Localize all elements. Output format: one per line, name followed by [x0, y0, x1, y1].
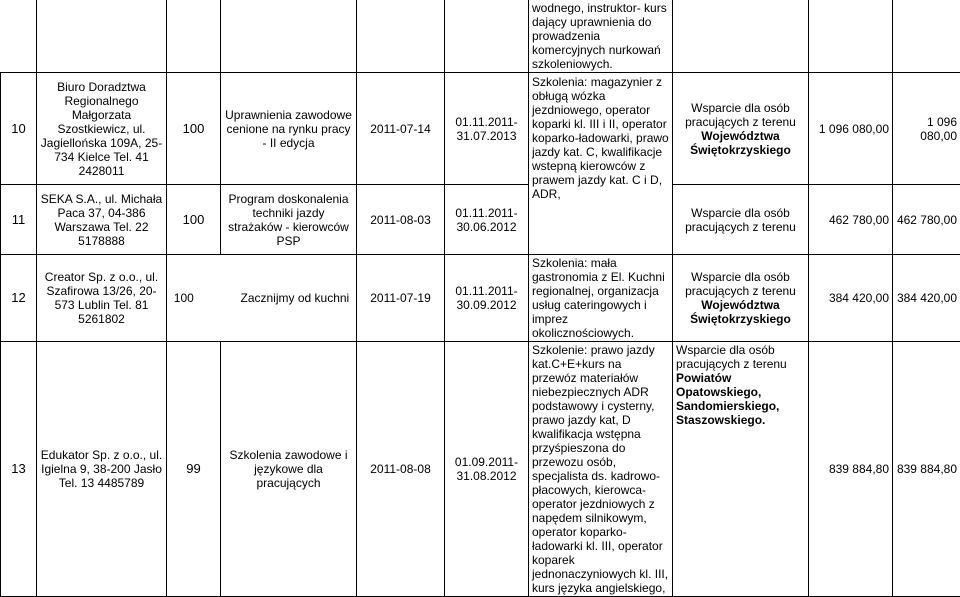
table-row	[1, 185, 960, 255]
table-row	[1, 255, 960, 342]
amount-cell: 839 884,80	[809, 342, 893, 597]
amount-cell: 1 096 080,00	[893, 73, 960, 185]
date-cell: 2011-08-03	[357, 185, 445, 255]
period-cell: 01.11.2011-30.09.2012	[445, 255, 529, 342]
period-cell: 01.11.2011-30.06.2012	[445, 185, 529, 255]
participants-cell: 100	[167, 185, 221, 255]
amount-cell: 462 780,00	[809, 185, 893, 255]
applicant-cell: Creator Sp. z o.o., ul. Szafirowa 13/26, 20-573 Lublin Tel. 81 5261802	[37, 255, 167, 342]
row-number: 11	[1, 185, 37, 255]
row-number: 12	[1, 255, 37, 342]
scope-cell: wodnego, instruktor- kurs dający uprawnienia do prowadzenia komercyjnych nurkowań szkoleniowych.	[529, 0, 673, 73]
amount-cell: 462 780,00	[893, 185, 960, 255]
date-cell: 2011-08-08	[357, 342, 445, 597]
table-row	[1, 342, 960, 597]
participants-cell: 100	[167, 73, 221, 185]
support-cell	[673, 342, 809, 597]
row-number: 10	[1, 73, 37, 185]
project-title-cell: Szkolenia zawodowe i językowe dla pracujących	[221, 342, 357, 597]
support-region: Powiatów Opatowskiego, Sandomierskiego, Staszowskiego.	[676, 371, 779, 427]
participants-title-cell	[167, 255, 357, 342]
table-row	[1, 73, 960, 185]
support-text: Wsparcie dla osób pracujących z terenu	[676, 343, 787, 371]
support-region: Województwa Świętokrzyskiego	[690, 129, 791, 157]
row-number: 13	[1, 342, 37, 597]
period-cell: 01.09.2011-31.08.2012	[445, 342, 529, 597]
applicant-cell: Biuro Doradztwa Regionalnego Małgorzata Szostkiewicz, ul. Jagiellońska 109A, 25-734 Kielce Tel. 41 2428011	[37, 73, 167, 185]
support-cell	[673, 255, 809, 342]
support-text: Wsparcie dla osób pracujących z terenu	[685, 270, 796, 298]
date-cell: 2011-07-14	[357, 73, 445, 185]
scope-cell: Szkolenia: magazynier z obługą wózka jezdniowego, operator koparki kl. III i II, operator koparko-ładowarki, prawo jazdy kat. C, kwalifikacje wstepną kierowców z prawem jazdy kat. C i D, ADR,	[529, 73, 673, 255]
date-cell: 2011-07-19	[357, 255, 445, 342]
support-text: Wsparcie dla osób pracujących z terenu	[685, 101, 796, 129]
support-cell	[673, 73, 809, 185]
amount-cell: 384 420,00	[809, 255, 893, 342]
project-title-cell: Program doskonalenia techniki jazdy strażaków - kierowców PSP	[221, 185, 357, 255]
applicant-cell: SEKA S.A., ul. Michała Paca 37, 04-386 Warszawa Tel. 22 5178888	[37, 185, 167, 255]
support-cell: Wsparcie dla osób pracujących z terenu	[673, 185, 809, 255]
period-cell: 01.11.2011-31.07.2013	[445, 73, 529, 185]
table-row-fragment	[1, 0, 960, 73]
project-title-cell: Zacznijmy od kuchni	[241, 291, 350, 305]
amount-cell: 839 884,80	[893, 342, 960, 597]
applicant-cell: Edukator Sp. z o.o., ul. Igielna 9, 38-200 Jasło Tel. 13 4485789	[37, 342, 167, 597]
support-region: Województwa Świętokrzyskiego	[690, 298, 791, 326]
amount-cell: 384 420,00	[893, 255, 960, 342]
amount-cell: 1 096 080,00	[809, 73, 893, 185]
participants-cell: 99	[167, 342, 221, 597]
scope-cell: Szkolenie: prawo jazdy kat.C+E+kurs na przewóz materiałów niebezpiecznych ADR podstawowy i cysterny, prawo jazdy kat, D kwalifikacja wstępna przyśpieszona do przewozu osób, specjalista ds. kadrowo-płacowych, kierowca-operator jezdniowych z napędem silnikowym, operator koparko-ładowarki kl. III, operator koparek jednonaczyniowych kl. III, kurs języka angielskiego,	[529, 342, 673, 597]
scope-cell: Szkolenia: mała gastronomia z El. Kuchni regionalnej, organizacja usług cateringowych i imprez okolicznościowych.	[529, 255, 673, 342]
project-title-cell: Uprawnienia zawodowe cenione na rynku pracy - II edycja	[221, 73, 357, 185]
participants-cell: 100	[174, 291, 194, 305]
